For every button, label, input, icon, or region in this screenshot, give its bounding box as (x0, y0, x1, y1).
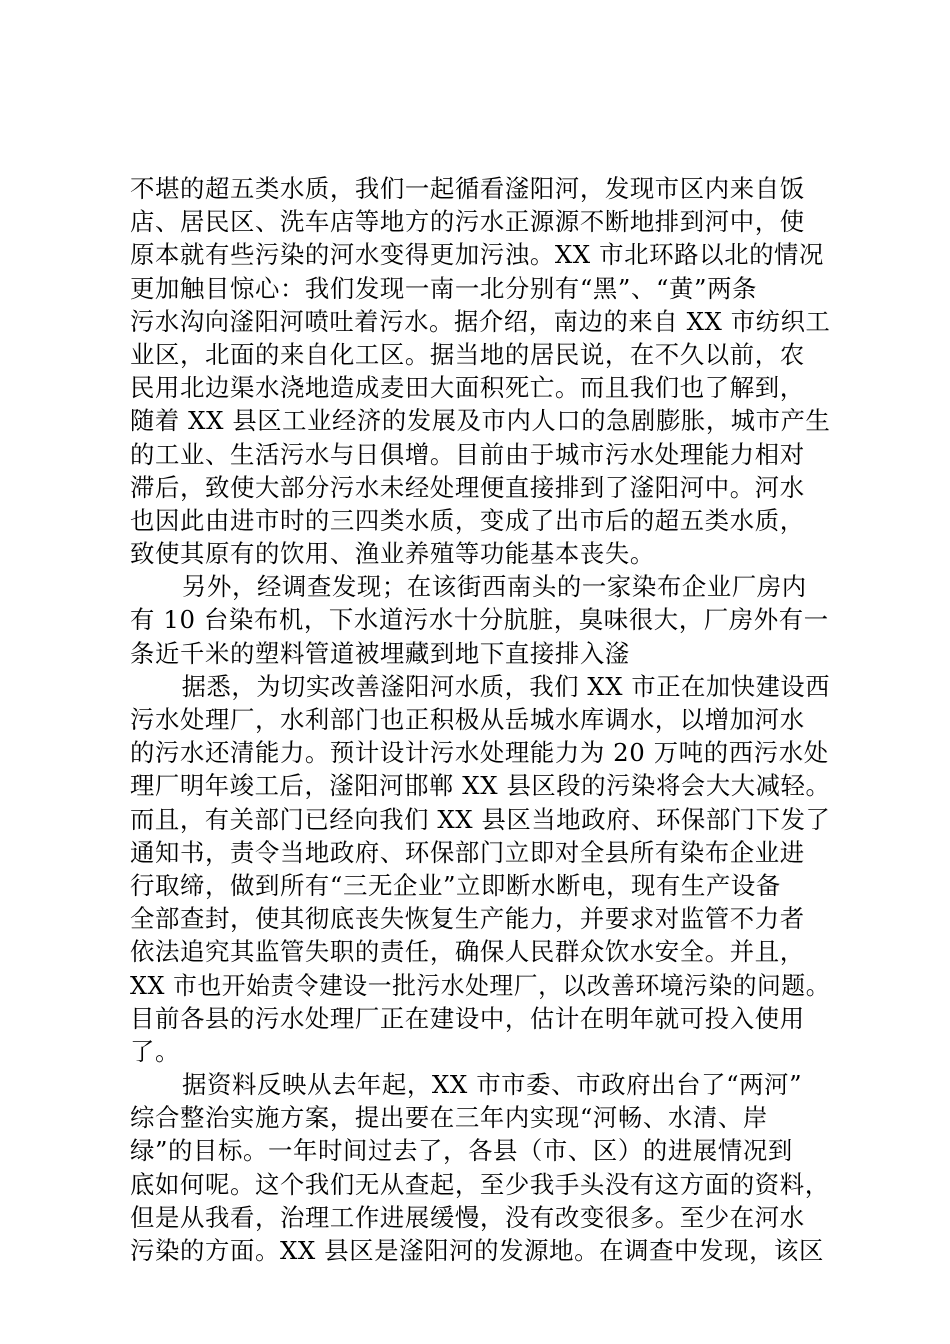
text-line: 的污水还清能力。预计设计污水处理能力为 20 万吨的西污水处 (130, 738, 829, 768)
text-line: 更加触目惊心：我们发现一南一北分别有“黑”、“黄”两条 (130, 273, 758, 303)
text-line: 行取缔，做到所有“三无企业”立即断水断电，现有生产设备 (130, 870, 781, 900)
text-line: 污水沟向滏阳河喷吐着污水。据介绍，南边的来自 XX 市纺织工 (130, 306, 831, 336)
text-line: XX 市也开始责令建设一批污水处理厂，以改善环境污染的问题。 (130, 970, 831, 1000)
text-line: 依法追究其监管失职的责任，确保人民群众饮水安全。并且， (130, 937, 805, 967)
text-line: 随着 XX 县区工业经济的发展及市内人口的急剧膨胀，城市产生 (130, 406, 831, 436)
text-line: 污染的方面。XX 县区是滏阳河的发源地。在调查中发现，该区 (130, 1236, 825, 1265)
text-line: 民用北边渠水浇地造成麦田大面积死亡。而且我们也了解到， (130, 373, 805, 403)
text-line: 也因此由进市时的三四类水质，变成了出市后的超五类水质， (130, 505, 805, 535)
text-line: 业区，北面的来自化工区。据当地的居民说，在不久以前，农 (130, 339, 805, 369)
text-line: 有 10 台染布机，下水道污水十分肮脏，臭味很大，厂房外有一 (130, 605, 829, 635)
text-line: 污水处理厂，水利部门也正积极从岳城水库调水，以增加河水 (130, 705, 805, 734)
text-line: 滞后，致使大部分污水未经处理便直接排到了滏阳河中。河水 (130, 472, 805, 502)
text-line: 底如何呢。这个我们无从查起，至少我手头没有这方面的资料， (130, 1169, 830, 1199)
text-line: 绿”的目标。一年时间过去了，各县（市、区）的进展情况到 (130, 1136, 793, 1166)
text-line: 另外，经调查发现；在该街西南头的一家染布企业厂房内 (182, 572, 807, 602)
text-line: 原本就有些污染的河水变得更加污浊。XX 市北环路以北的情况 (130, 240, 825, 270)
text-line: 而且，有关部门已经向我们 XX 县区当地政府、环保部门下发了 (130, 804, 831, 834)
text-line: 据资料反映从去年起，XX 市市委、市政府出台了“两河” (182, 1070, 803, 1100)
document-body (130, 172, 830, 1267)
text-line: 不堪的超五类水质，我们一起循看滏阳河，发现市区内来自饭 (130, 174, 805, 203)
text-line: 据悉，为切实改善滏阳河水质，我们 XX 市正在加快建设西 (181, 671, 831, 701)
text-line: 全部查封，使其彻底丧失恢复生产能力，并要求对监管不力者 (130, 904, 805, 934)
text-line: 店、居民区、洗车店等地方的污水正源源不断地排到河中，使 (130, 207, 805, 237)
text-line: 综合整治实施方案，提出要在三年内实现“河畅、水清、岸 (130, 1103, 768, 1133)
text-line: 通知书，责令当地政府、环保部门立即对全县所有染布企业进 (130, 837, 805, 867)
text-line: 理厂明年竣工后，滏阳河邯郸 XX 县区段的污染将会大大减轻。 (130, 771, 831, 801)
text-line: 致使其原有的饮用、渔业养殖等功能基本丧失。 (130, 539, 655, 569)
text-line: 目前各县的污水处理厂正在建设中，估计在明年就可投入使用 (130, 1003, 805, 1033)
text-line: 但是从我看，治理工作进展缓慢，没有改变很多。至少在河水 (130, 1202, 805, 1232)
text-line: 了。 (130, 1036, 180, 1066)
text-line: 的工业、生活污水与日俱增。目前由于城市污水处理能力相对 (130, 439, 805, 469)
text-line: 条近千米的塑料管道被埋藏到地下直接排入滏 (130, 638, 630, 668)
